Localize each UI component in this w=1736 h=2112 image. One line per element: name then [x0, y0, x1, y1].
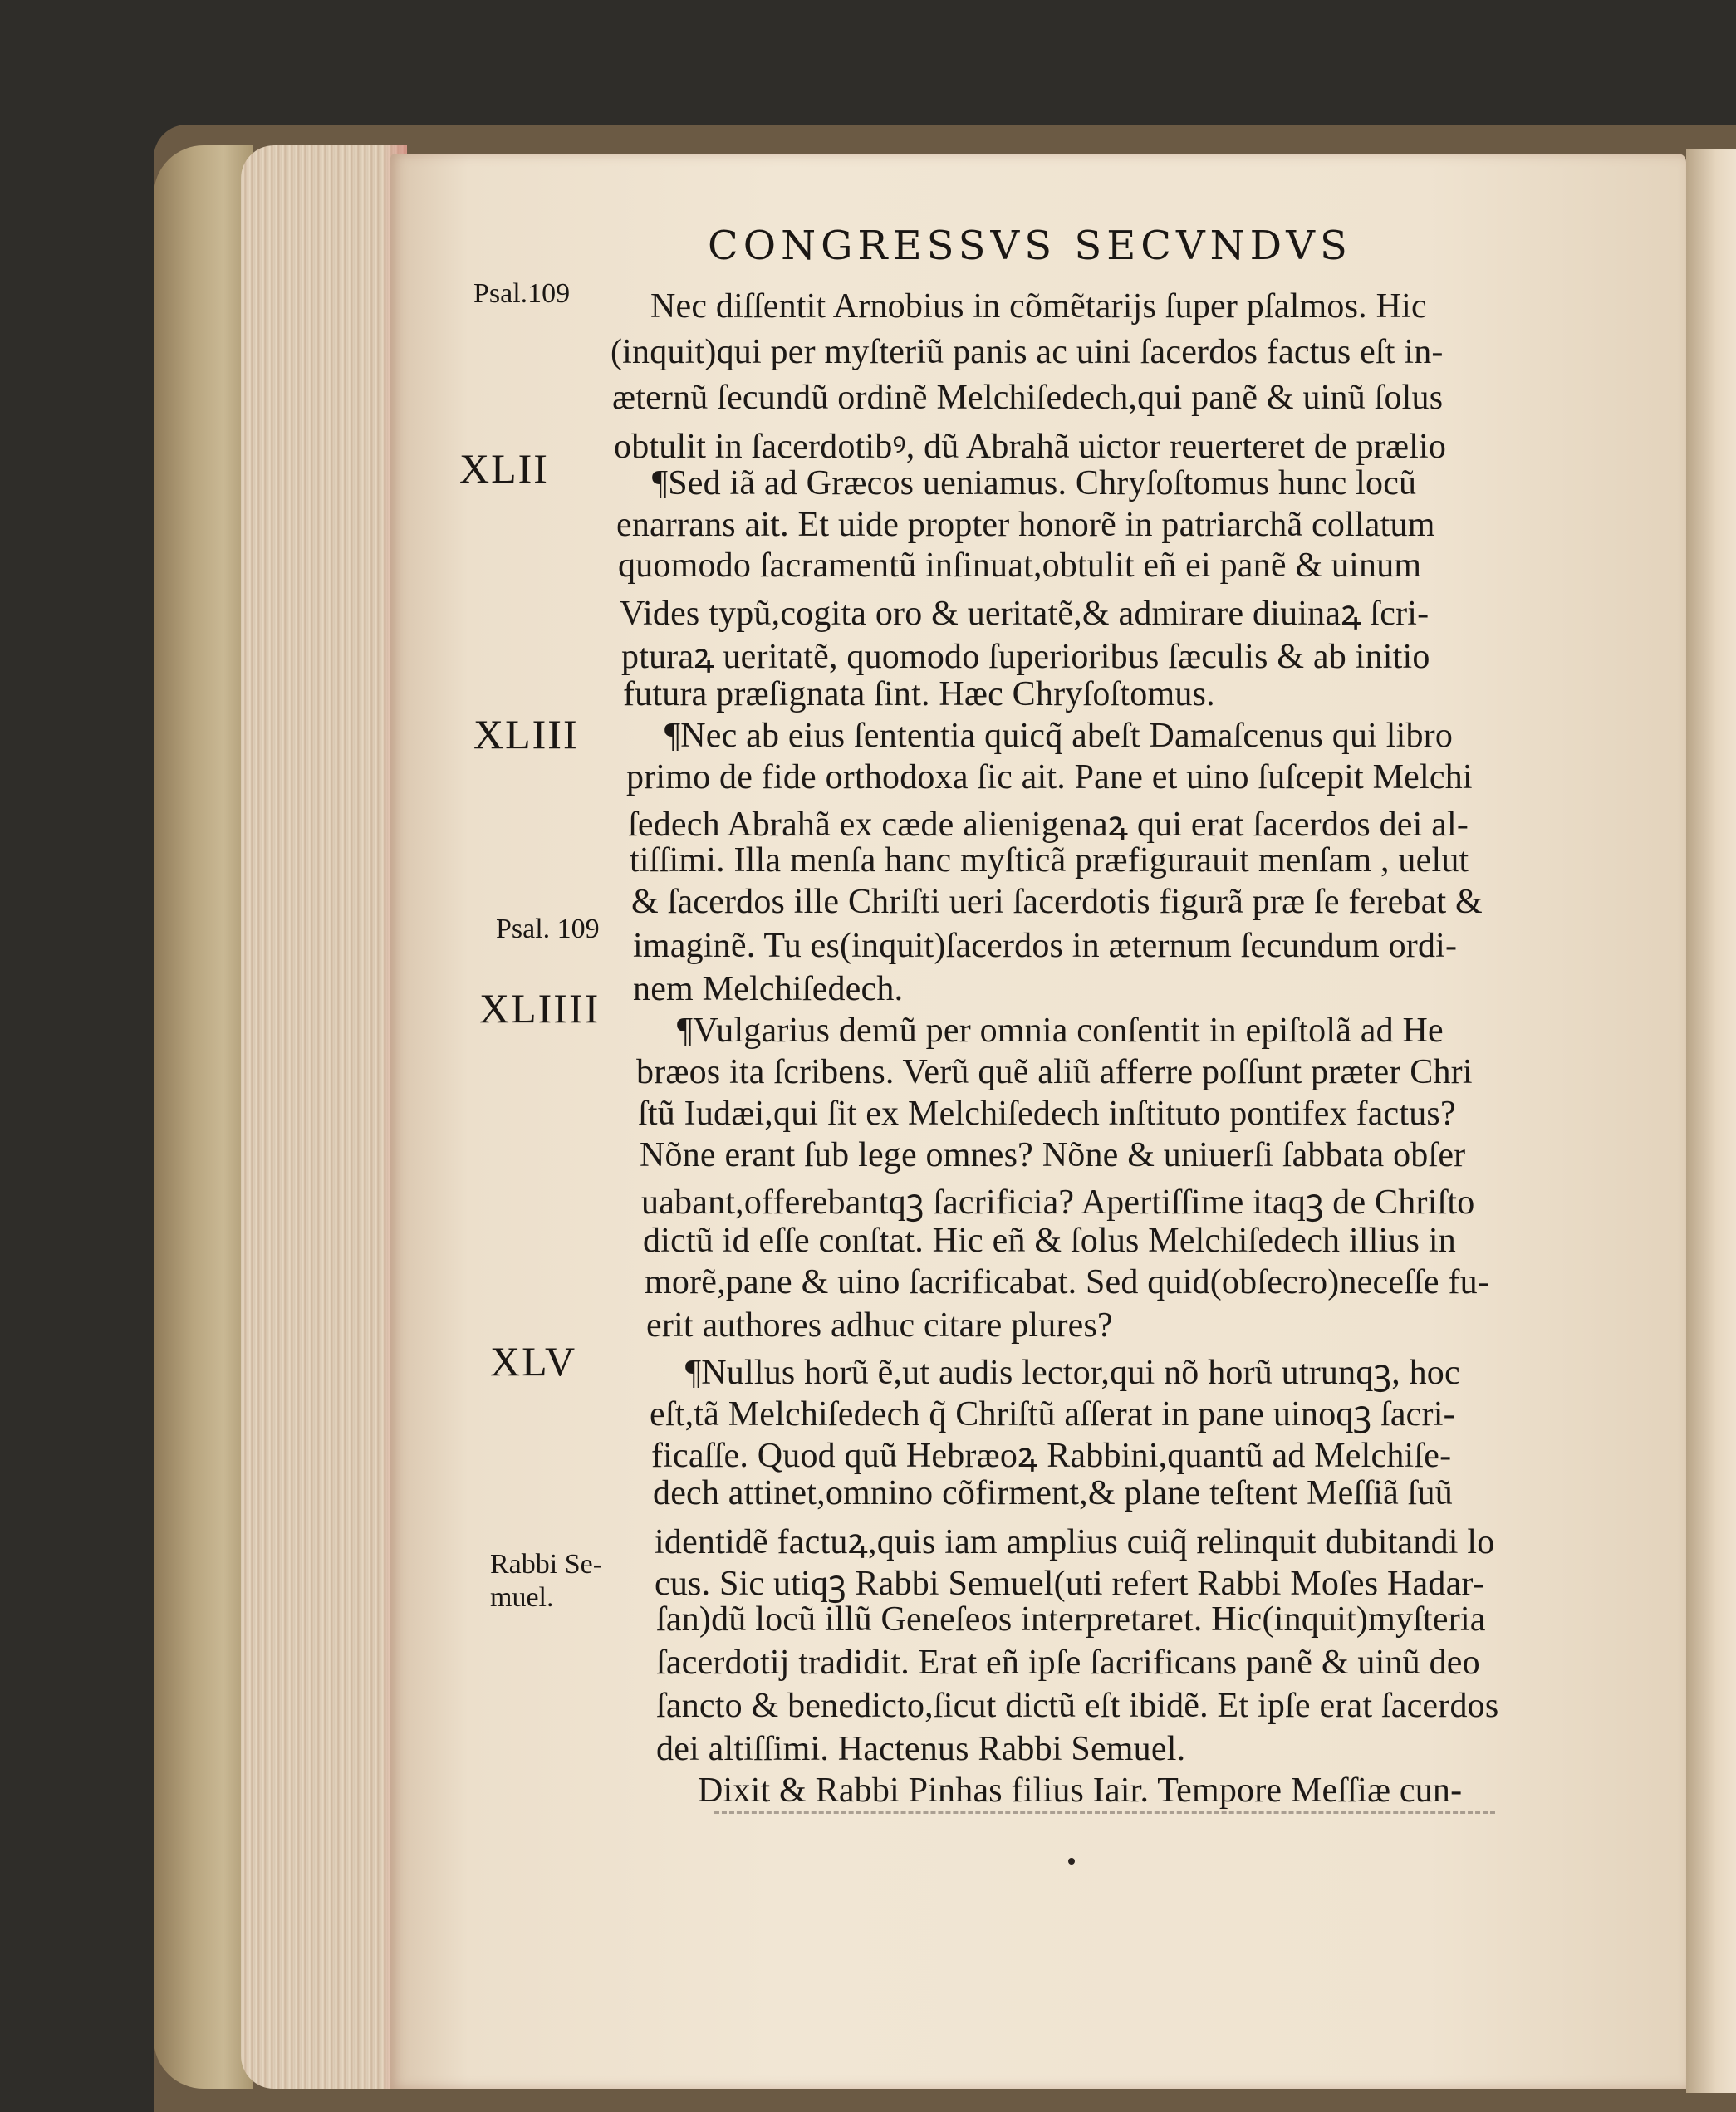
text-line: nem Melchiſedech.	[633, 970, 904, 1008]
margin-note-rabbi-se: Rabbi Se-	[490, 1549, 603, 1580]
text-line: obtulit in ſacerdotibꝰ, dũ Abrahã uictor reuerteret de prælio	[614, 428, 1447, 466]
bottom-rule	[714, 1811, 1495, 1814]
text-line: eſt,tã Melchiſedech q̃ Chriſtũ aſſerat in pane uinoqꝫ ſacri-	[650, 1395, 1455, 1433]
text-line: identidẽ factuꝝ,quis iam amplius cuiq̃ relinquit dubitandi lo	[655, 1523, 1495, 1561]
facing-page-edge	[1686, 149, 1736, 2093]
text-line: ſan)dũ locũ illũ Geneſeos interpretaret. Hic(inquit)myſteria	[656, 1600, 1486, 1639]
book-spine-edge	[154, 145, 253, 2089]
text-line: Dixit & Rabbi Pinhas filius Iair. Tempore Meſſiæ cun-	[698, 1771, 1463, 1810]
text-line: tiſſimi. Illa menſa hanc myſticã præfigurauit menſam , uelut	[630, 841, 1469, 880]
text-line: Vides typũ,cogita oro & ueritatẽ,& admirare diuinaꝝ ſcri-	[620, 595, 1430, 633]
text-line: dictũ id eſſe conſtat. Hic eñ & ſolus Melchiſedech illius in	[643, 1222, 1456, 1260]
text-line: cus. Sic utiqꝫ Rabbi Semuel(uti refert Rabbi Moſes Hadar-	[655, 1565, 1484, 1603]
text-line: imaginẽ. Tu es(inquit)ſacerdos in æternum ſecundum ordi-	[633, 927, 1458, 965]
text-line: uabant,offerebantqꝫ ſacrificia? Apertiſſime itaqꝫ de Chriſto	[641, 1183, 1475, 1222]
text-line: pturaꝝ ueritatẽ, quomodo ſuperioribus ſæculis & ab initio	[621, 638, 1430, 676]
ink-dot	[1068, 1858, 1075, 1865]
text-line: ſedech Abrahã ex cæde alienigenaꝝ qui erat ſacerdos dei al-	[628, 806, 1469, 844]
margin-number-xlii: XLII	[459, 445, 549, 492]
text-line: ¶Nec ab eius ſententia quicq̃ abeſt Damaſcenus qui libro	[664, 717, 1454, 755]
text-line: & ſacerdos ille Chriſti ueri ſacerdotis figurã præ ſe ferebat &	[631, 883, 1483, 921]
text-line: dech attinet,omnino cõfirment,& plane teſtent Meſſiã ſuũ	[653, 1474, 1453, 1512]
running-head: CONGRESSVS SECVNDVS	[708, 223, 1352, 269]
text-line: ſancto & benedicto,ſicut dictũ eſt ibidẽ. Et ipſe erat ſacerdos	[656, 1687, 1499, 1725]
text-line: quomodo ſacramentũ inſinuat,obtulit eñ ei panẽ & uinum	[618, 546, 1422, 585]
text-line: ¶Sed iã ad Græcos ueniamus. Chryſoſtomus hunc locũ	[652, 464, 1417, 502]
text-line: ficaſſe. Quod quũ Hebræoꝝ Rabbini,quantũ ad Melchiſe-	[651, 1437, 1452, 1475]
text-line: morẽ,pane & uino ſacrificabat. Sed quid(obſecro)neceſſe fu-	[645, 1263, 1490, 1301]
text-line: Nec diſſentit Arnobius in cõmẽtarijs ſuper pſalmos. Hic	[650, 287, 1427, 326]
text-line: ¶Nullus horũ ẽ,ut audis lector,qui nõ horũ utrunqꝫ, hoc	[685, 1354, 1460, 1392]
text-line: æternũ ſecundũ ordinẽ Melchiſedech,qui panẽ & uinũ ſolus	[612, 379, 1444, 417]
margin-number-xlv: XLV	[490, 1338, 577, 1384]
text-line: ¶Vulgarius demũ per omnia conſentit in epiſtolã ad He	[677, 1012, 1444, 1050]
margin-number-xliiii: XLIIII	[479, 985, 601, 1031]
text-line: primo de fide orthodoxa ſic ait. Pane et uino ſuſcepit Melchi	[626, 758, 1473, 796]
text-line: bræos ita ſcribens. Verũ quẽ aliũ afferre poſſunt præter Chri	[636, 1053, 1473, 1091]
text-line: (inquit)qui per myſteriũ panis ac uini ſacerdos factus eſt in-	[611, 333, 1444, 371]
text-line: erit authores adhuc citare plures?	[646, 1306, 1113, 1345]
margin-note-psal-mid: Psal. 109	[496, 914, 600, 944]
text-line: enarrans ait. Et uide propter honorẽ in patriarchã collatum	[616, 506, 1435, 544]
margin-number-xliii: XLIII	[473, 711, 579, 757]
text-line: futura præſignata ſint. Hæc Chryſoſtomus.	[623, 675, 1215, 713]
margin-note-psal-top: Psal.109	[473, 278, 571, 309]
text-line: Nõne erant ſub lege omnes? Nõne & uniuerſi ſabbata obſer	[640, 1136, 1466, 1174]
text-line: ſacerdotij tradidit. Erat eñ ipſe ſacrificans panẽ & uinũ deo	[656, 1644, 1480, 1682]
text-line: ſtũ Iudæi,qui ſit ex Melchiſedech inſtituto pontifex factus?	[638, 1095, 1456, 1133]
page-edges	[241, 145, 407, 2089]
margin-note-muel: muel.	[490, 1582, 554, 1613]
text-line: dei altiſſimi. Hactenus Rabbi Semuel.	[656, 1730, 1186, 1768]
